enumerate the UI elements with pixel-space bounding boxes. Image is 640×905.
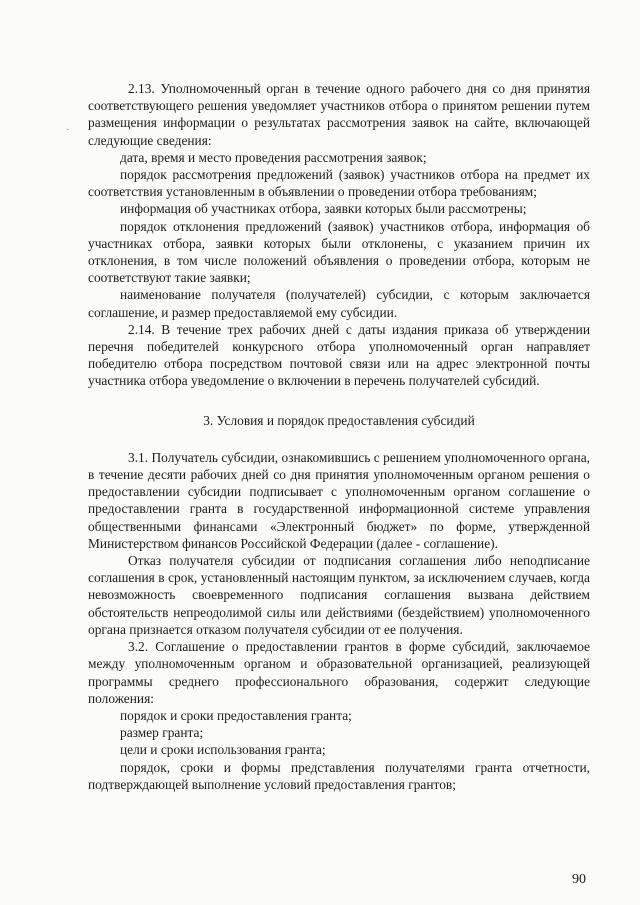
document-body bbox=[88, 80, 590, 793]
page-number: 90 bbox=[572, 872, 586, 887]
list-item-grant-terms: порядок и сроки предоставления гранта; bbox=[120, 707, 352, 723]
list-item-rejection-procedure: порядок отклонения предложений (заявок) участников отбора, информация об участниках отбора, заявки которых были отклонены, с указанием причин их отклонения, в том числе положений объявления о проведении отбора, которым не соответствуют такие заявки; bbox=[88, 218, 590, 286]
paragraph-2-13: 2.13. Уполномоченный орган в течение одного рабочего дня со дня принятия соответствующего решения уведомляет участников отбора о принятом решении путем размещения информации о результатах рассмотрения заявок на сайте, включающей следующие сведения: bbox=[88, 81, 590, 148]
margin-mark: · bbox=[66, 124, 70, 136]
list-item-reporting: порядок, сроки и формы представления получателями гранта отчетности, подтверждающей выполнение условий предоставления грантов; bbox=[88, 759, 590, 792]
list-item-recipient-name: наименование получателя (получателей) субсидии, с которым заключается соглашение, и размер предоставляемой ему субсидии. bbox=[88, 287, 590, 320]
paragraph-2-14: 2.14. В течение трех рабочих дней с даты издания приказа об утверждении перечня победителей конкурсного отбора уполномоченный орган направляет победителю отбора посредством почтовой связи или на адрес электронной почты участника отбора уведомление о включении в перечень получателей субсидий. bbox=[88, 321, 590, 389]
list-item-participants: информация об участниках отбора, заявки которых были рассмотрены; bbox=[120, 201, 527, 217]
paragraph-3-2: 3.2. Соглашение о предоставлении грантов в форме субсидий, заключаемое между уполномоченным органом и образовательной организацией, реализующей программы среднего профессионального образования, содержит следующие положения: bbox=[88, 639, 590, 706]
paragraph-3-1: 3.1. Получатель субсидии, ознакомившись с решением уполномоченного органа, в течение десяти рабочих дней со дня принятия уполномоченным органом решения о предоставлении субсидии подписывает с уполномоченным органом соглашение о предоставлении гранта в государственной информационной системе управления общественными финансами «Электронный бюджет» по форме, утвержденной Министерством финансов Российской Федерации (далее - соглашение). bbox=[88, 449, 590, 551]
paragraph-refusal: Отказ получателя субсидии от подписания соглашения либо неподписание соглашения в срок, установленный настоящим пунктом, за исключением случаев, когда невозможность своевременного подписания соглашения вызвана действием обстоятельств непреодолимой силы или действиями (бездействием) уполномоченного органа признается отказом получателя субсидии от ее получения. bbox=[88, 553, 590, 637]
section-heading: 3. Условия и порядок предоставления субсидий bbox=[203, 412, 475, 428]
list-item-date: дата, время и место проведения рассмотрения заявок; bbox=[120, 149, 427, 165]
list-item-review-procedure: порядок рассмотрения предложений (заявок) участников отбора на предмет их соответствия установленным в объявлении о проведении отбора требованиям; bbox=[88, 167, 590, 200]
list-item-grant-size: размер гранта; bbox=[120, 725, 204, 741]
list-item-grant-purpose: цели и сроки использования гранта; bbox=[120, 742, 326, 758]
